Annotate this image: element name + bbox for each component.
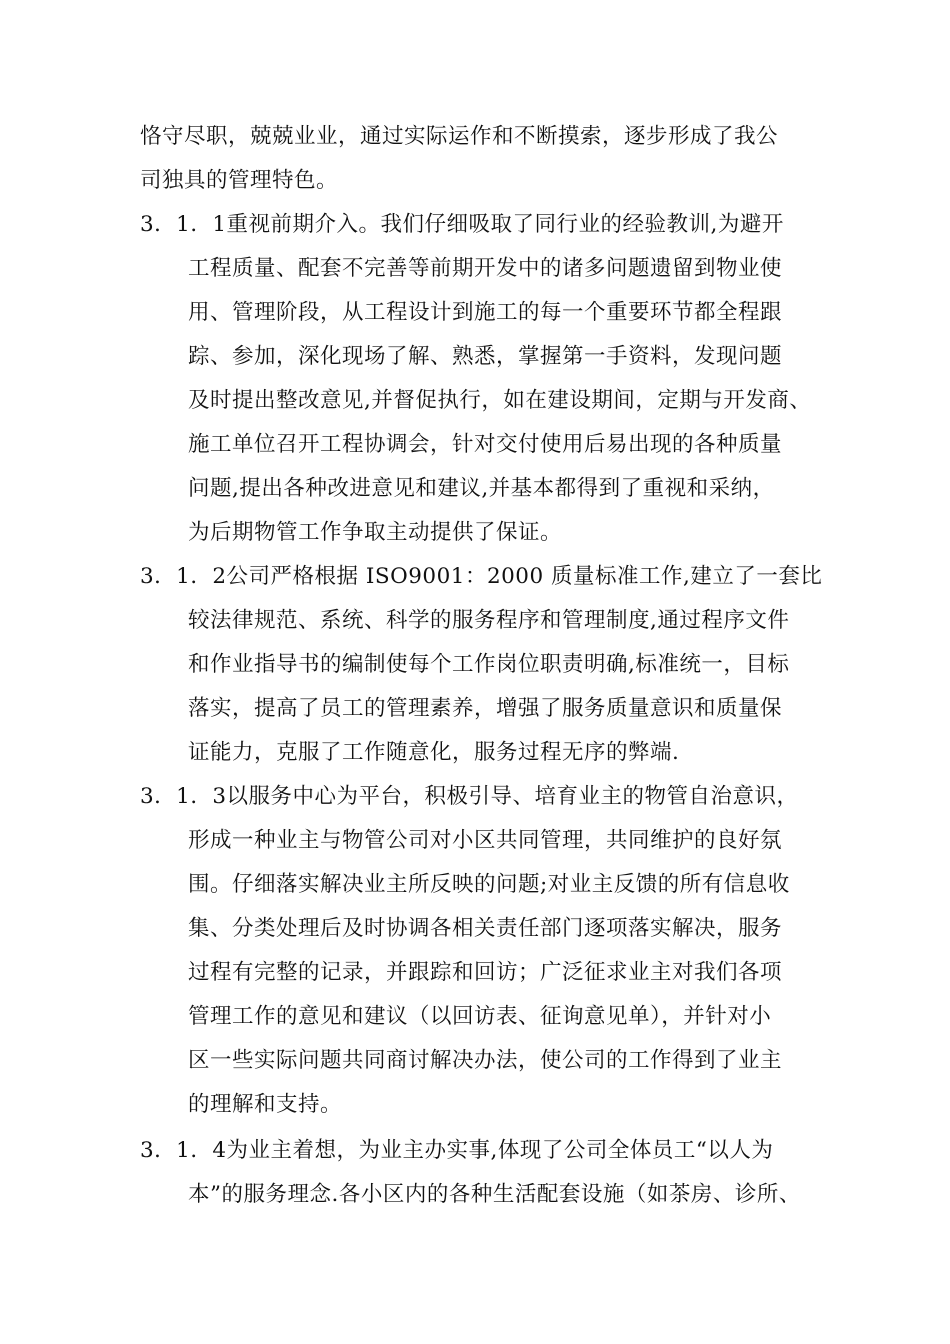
section-3-1-2-line: 较法律规范、系统、科学的服务程序和管理制度,通过程序文件 bbox=[188, 608, 790, 633]
section-3-1-1-line: 为后期物管工作争取主动提供了保证。 bbox=[188, 520, 563, 545]
intro-line-1: 恪守尽职，兢兢业业，通过实际运作和不断摸索，逐步形成了我公 bbox=[140, 124, 779, 149]
section-3-1-3-line: 的理解和支持。 bbox=[188, 1092, 343, 1117]
section-text: 公司严格根据 ISO9001：2000 质量标准工作,建立了一套比 bbox=[226, 564, 823, 589]
section-3-1-3-line: 管理工作的意见和建议（以回访表、征询意见单），并针对小 bbox=[188, 1004, 772, 1029]
section-3-1-2-line: 落实，提高了员工的管理素养，增强了服务质量意识和质量保 bbox=[188, 696, 783, 721]
section-text: 以服务中心为平台，积极引导、培育业主的物管自治意识， bbox=[226, 784, 799, 809]
section-number: 3．1．4 bbox=[140, 1138, 227, 1163]
section-3-1-3-line: 围。仔细落实解决业主所反映的问题;对业主反馈的所有信息收 bbox=[188, 872, 790, 897]
section-3-1-4-line: 本”的服务理念.各小区内的各种生活配套设施（如茶房、诊所、 bbox=[188, 1182, 801, 1207]
section-3-1-1-line: 及时提出整改意见,并督促执行，如在建设期间，定期与开发商、 bbox=[188, 388, 812, 413]
section-3-1-1-first-line bbox=[140, 210, 784, 240]
section-3-1-2-line: 证能力，克服了工作随意化，服务过程无序的弊端. bbox=[188, 740, 680, 765]
section-number: 3．1．3 bbox=[140, 784, 227, 809]
section-text: 为业主着想，为业主办实事,体现了公司全体员工“以人为 bbox=[226, 1138, 774, 1163]
section-3-1-4-first-line bbox=[140, 1136, 773, 1166]
section-3-1-1-line: 工程质量、配套不完善等前期开发中的诸多问题遗留到物业使 bbox=[188, 256, 783, 281]
section-3-1-1-line: 施工单位召开工程协调会，针对交付使用后易出现的各种质量 bbox=[188, 432, 783, 457]
section-3-1-3-line: 过程有完整的记录，并跟踪和回访；广泛征求业主对我们各项 bbox=[188, 960, 783, 985]
section-3-1-3-line: 区一些实际问题共同商讨解决办法，使公司的工作得到了业主 bbox=[188, 1048, 783, 1073]
intro-line-2: 司独具的管理特色。 bbox=[140, 168, 339, 193]
section-number: 3．1．2 bbox=[140, 564, 227, 589]
section-3-1-1-line: 用、管理阶段，从工程设计到施工的每一个重要环节都全程跟 bbox=[188, 300, 783, 325]
section-text: 重视前期介入。我们仔细吸取了同行业的经验教训,为避开 bbox=[226, 212, 784, 237]
section-3-1-3-line: 集、分类处理后及时协调各相关责任部门逐项落实解决，服务 bbox=[188, 916, 783, 941]
section-3-1-2-line: 和作业指导书的编制使每个工作岗位职责明确,标准统一，目标 bbox=[188, 652, 790, 677]
section-3-1-1-line: 问题,提出各种改进意见和建议,并基本都得到了重视和采纳， bbox=[188, 476, 775, 501]
section-number: 3．1．1 bbox=[140, 212, 227, 237]
section-3-1-3-line: 形成一种业主与物管公司对小区共同管理，共同维护的良好氛 bbox=[188, 828, 783, 853]
section-3-1-2-first-line bbox=[140, 562, 822, 592]
section-3-1-3-first-line bbox=[140, 782, 799, 812]
section-3-1-1-line: 踪、参加，深化现场了解、熟悉，掌握第一手资料，发现问题 bbox=[188, 344, 783, 369]
